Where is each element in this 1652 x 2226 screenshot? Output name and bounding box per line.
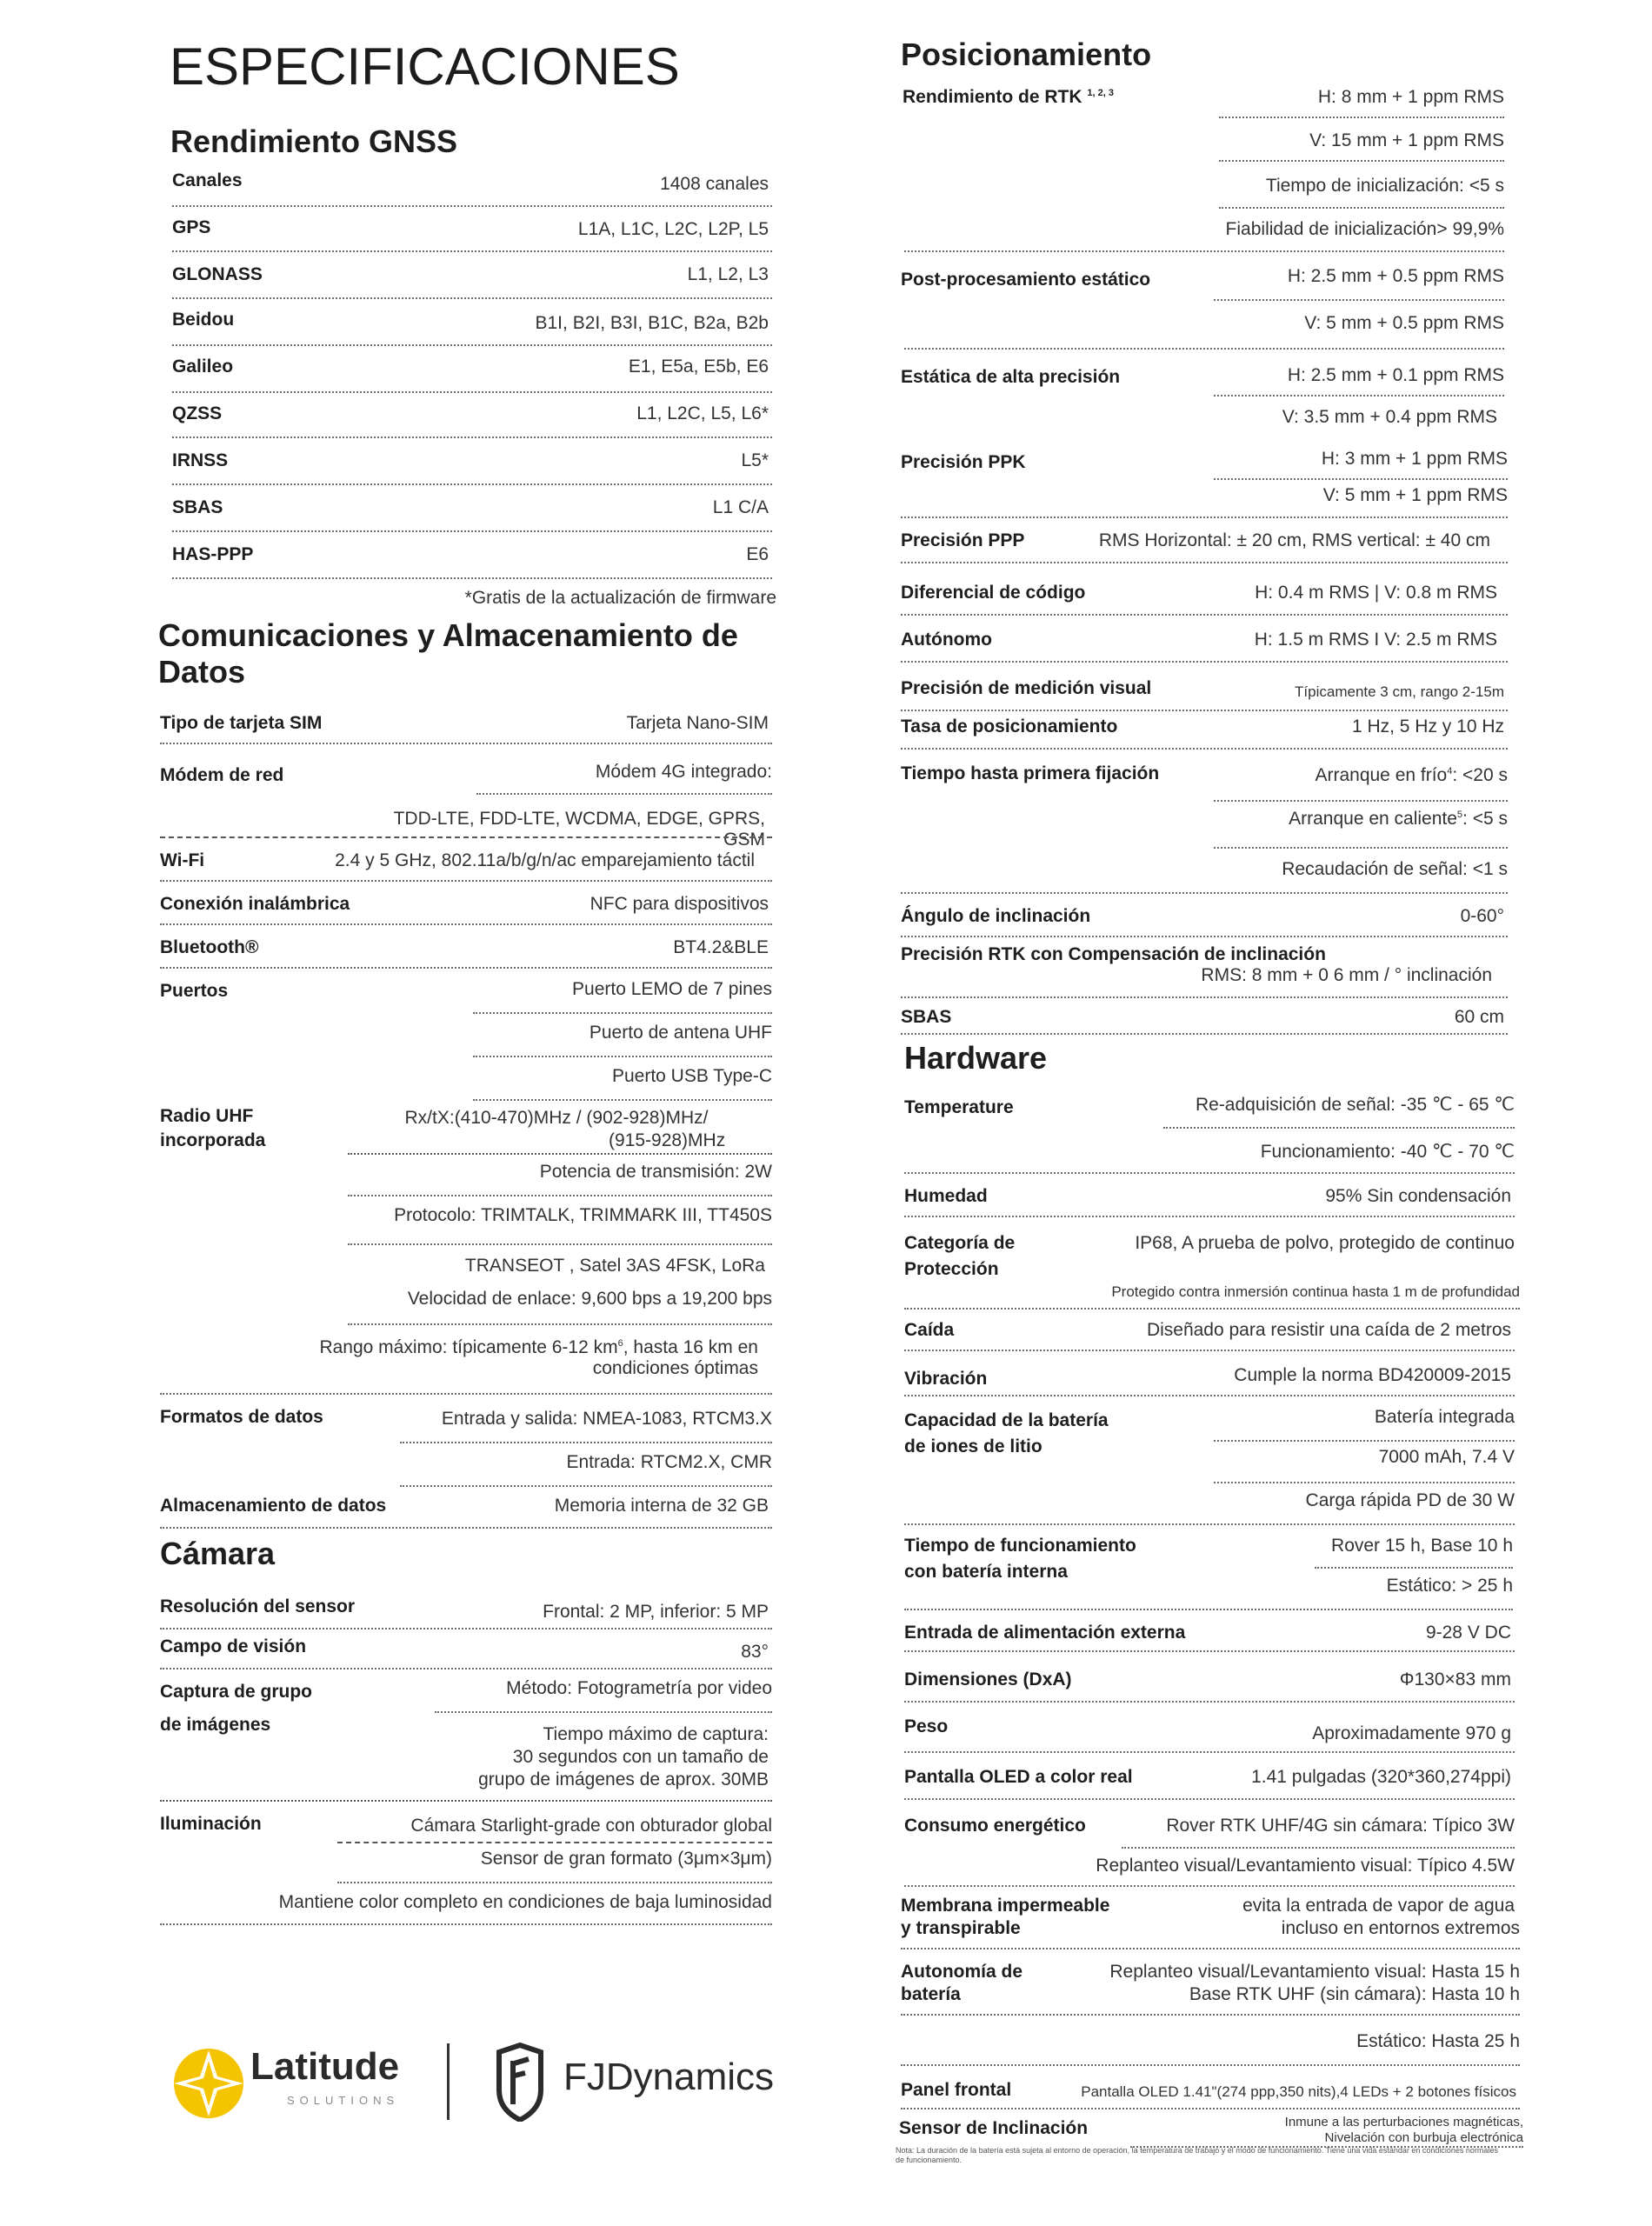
- rtk-value: H: 8 mm + 1 ppm RMS: [1219, 87, 1504, 118]
- row-label: Conexión inalámbrica: [160, 894, 350, 914]
- ttff-cold-text: Arranque en frío: [1315, 765, 1448, 785]
- uhf-protocol: Protocolo: TRIMTALK, TRIMMARK III, TT450S: [348, 1205, 772, 1245]
- uhf-link: Velocidad de enlace: 9,600 bps a 19,200 bps: [348, 1289, 772, 1325]
- inclination-value: [1130, 2115, 1523, 2148]
- spec-row: [160, 936, 772, 969]
- row-value: L1, L2, L3: [687, 264, 769, 284]
- autonomy-value: Replanteo visual/Levantamiento visual: Hasta 15 h: [1109, 1962, 1520, 1982]
- spec-row: [904, 1316, 1515, 1351]
- row-value: Frontal: 2 MP, inferior: 5 MP: [543, 1602, 769, 1622]
- row-label: Campo de visión: [160, 1636, 307, 1656]
- ttff-hot-text: Arranque en caliente: [1289, 809, 1457, 829]
- gnss-row: [172, 310, 772, 346]
- row-value: 83°: [741, 1642, 769, 1662]
- row-label: Panel frontal: [901, 2080, 1012, 2100]
- fjdynamics-logo-icon: [496, 2042, 544, 2122]
- footnote-ref: 4: [1447, 766, 1453, 776]
- power-label: Consumo energético: [904, 1816, 1086, 1836]
- ppk-value: V: 5 mm + 1 ppm RMS: [901, 485, 1508, 518]
- capture-time-line: grupo de imágenes de aprox. 30MB: [478, 1769, 769, 1789]
- row-label: Canales: [172, 170, 243, 190]
- spec-row: [901, 678, 1508, 711]
- uhf-label: Radio UHF: [160, 1106, 254, 1126]
- ttff-hot-value: : <5 s: [1462, 809, 1508, 829]
- rtk-value: Tiempo de inicialización: <5 s: [1219, 176, 1504, 209]
- power-value-2: Replanteo visual/Levantamiento visual: Típico 4.5W: [904, 1856, 1515, 1887]
- runtime-value: Estático: > 25 h: [904, 1576, 1513, 1610]
- membrane-label: Membrana impermeable: [901, 1896, 1110, 1916]
- ip-label: Categoría de: [904, 1233, 1016, 1253]
- illum-label: Iluminación: [160, 1814, 262, 1834]
- row-label: Wi-Fi: [160, 850, 205, 870]
- row-label: Ángulo de inclinación: [901, 906, 1091, 926]
- row-label: Pantalla OLED a color real: [904, 1767, 1133, 1787]
- row-value: NFC para dispositivos: [590, 894, 769, 914]
- spec-row: [904, 1617, 1515, 1652]
- illum-value-3: Mantiene color completo en condiciones de baja luminosidad: [160, 1892, 772, 1925]
- port-item: Puerto de antena UHF: [473, 1023, 772, 1057]
- hp-label: Estática de alta precisión: [901, 367, 1121, 387]
- row-value: BT4.2&BLE: [673, 937, 769, 957]
- row-label: Peso: [904, 1716, 949, 1736]
- spec-row: [901, 628, 1508, 663]
- gnss-title: Rendimiento GNSS: [170, 123, 458, 159]
- row-label: Tasa de posicionamiento: [901, 716, 1118, 736]
- tiltrtk-value-text: RMS: 8 mm + 0 6 mm / ° inclinación: [1201, 965, 1492, 985]
- spec-row: [901, 581, 1508, 616]
- divider: [337, 1842, 772, 1843]
- fjdynamics-logo-text: FJDynamics: [563, 2056, 775, 2098]
- membrane-label-cont: y transpirable: [901, 1918, 1021, 1938]
- row-value: 1.41 pulgadas (320*360,274ppi): [1251, 1767, 1511, 1787]
- uhf-range-text-2: condiciones óptimas: [592, 1358, 758, 1378]
- formats-value-2: Entrada: RTCM2.X, CMR: [400, 1452, 772, 1487]
- tiltrtk-value: [901, 965, 1508, 998]
- capture-time: [383, 1723, 769, 1791]
- spec-row: [901, 529, 1508, 563]
- modem-label: Módem de red: [160, 765, 284, 785]
- row-label: SBAS: [901, 1007, 952, 1027]
- ttff-cold-value: : <20 s: [1452, 765, 1508, 785]
- capture-time-line: Tiempo máximo de captura:: [543, 1724, 769, 1744]
- capture-method: Método: Fotogrametría por video: [435, 1678, 772, 1713]
- footnote-ref: 5: [1456, 810, 1463, 820]
- spec-row: [160, 711, 772, 744]
- row-label: IRNSS: [172, 450, 229, 470]
- formats-value: Entrada y salida: NMEA-1083, RTCM3.X: [400, 1409, 772, 1443]
- uhf-range-text: Rango máximo: típicamente 6-12 km: [319, 1337, 618, 1357]
- divider: [160, 836, 772, 838]
- gnss-row: [172, 263, 772, 299]
- battery-label: Capacidad de la batería: [904, 1410, 1109, 1430]
- row-value: Memoria interna de 32 GB: [554, 1496, 769, 1516]
- battery-value: Batería integrada: [1214, 1407, 1515, 1442]
- modem-value: Módem 4G integrado:: [476, 762, 772, 795]
- row-value: Tarjeta Nano-SIM: [626, 713, 769, 733]
- temp-label: Temperature: [904, 1097, 1014, 1117]
- uhf-range: [243, 1337, 758, 1358]
- rtk-value: V: 15 mm + 1 ppm RMS: [1219, 130, 1504, 162]
- footnote-ref: 1, 2, 3: [1087, 88, 1114, 98]
- uhf-freq-cont: (915-928)MHz: [609, 1130, 726, 1150]
- comms-title: Comunicaciones y Almacenamiento de: [158, 617, 738, 653]
- spec-row: [904, 1184, 1515, 1217]
- hp-value: V: 3.5 mm + 0.4 ppm RMS: [1282, 407, 1497, 427]
- gnss-row: [172, 449, 772, 485]
- row-label: Entrada de alimentación externa: [904, 1623, 1186, 1643]
- runtime-value: Rover 15 h, Base 10 h: [1315, 1536, 1513, 1569]
- autonomy-value-2-text: Base RTK UHF (sin cámara): Hasta 10 h: [1189, 1984, 1520, 2004]
- temp-value-2: Funcionamiento: -40 ℃ - 70 ℃: [904, 1141, 1515, 1174]
- row-value: RMS Horizontal: ± 20 cm, RMS vertical: ± 40 cm: [1098, 530, 1490, 550]
- latitude-logo-sub: SOLUTIONS: [287, 2094, 400, 2107]
- row-value: L1 C/A: [712, 497, 769, 517]
- autonomy-label: Autonomía de: [901, 1962, 1023, 1982]
- port-item: Puerto LEMO de 7 pines: [473, 979, 772, 1014]
- gnss-row: [172, 216, 772, 252]
- hp-value: H: 2.5 mm + 0.1 ppm RMS: [1214, 365, 1504, 397]
- modem-bands: TDD-LTE, FDD-LTE, WCDMA, EDGE, GPRS, GSM: [393, 809, 765, 850]
- spec-row: [901, 716, 1508, 750]
- ppk-value: H: 3 mm + 1 ppm RMS: [1214, 449, 1508, 480]
- gnss-row: [172, 543, 772, 579]
- row-value: 9-28 V DC: [1425, 1623, 1511, 1643]
- spec-row: [160, 1596, 772, 1630]
- inclination-line: Nivelación con burbuja electrónica: [1324, 2130, 1523, 2145]
- footnote: Nota: La duración de la batería está sujeta al entorno de operación, la temperatura de trabajo y el modo de funcionamiento. Tiene una vida estándar en condiciones normales de funcionamiento.: [896, 2146, 1498, 2164]
- comms-title-cont: Datos: [158, 654, 246, 690]
- row-value: Diseñado para resistir una caída de 2 metros: [1146, 1320, 1511, 1340]
- row-value: E6: [746, 544, 769, 564]
- tiltrtk-label: Precisión RTK con Compensación de inclinación: [901, 944, 1326, 964]
- formats-label: Formatos de datos: [160, 1407, 323, 1427]
- autonomy-value-3-text: Estático: Hasta 25 h: [1356, 2031, 1520, 2051]
- autonomy-value-3: [901, 2031, 1520, 2066]
- uhf-power: Potencia de transmisión: 2W: [348, 1162, 772, 1196]
- ppk-label: Precisión PPK: [901, 452, 1026, 472]
- row-label: HAS-PPP: [172, 544, 254, 564]
- row-label: Beidou: [172, 310, 235, 330]
- uhf-protocol-cont: TRANSEOT , Satel 3AS 4FSK, LoRa: [464, 1256, 765, 1276]
- ip-label-cont: Protección: [904, 1259, 999, 1279]
- row-value: Pantalla OLED 1.41"(274 ppp,350 nits),4 LEDs + 2 botones físicos: [1081, 2083, 1516, 2100]
- ip-value-2: Protegido contra inmersión continua hasta 1 m de profundidad: [904, 1283, 1520, 1310]
- row-label: Galileo: [172, 357, 234, 377]
- gnss-row: [172, 170, 772, 207]
- ttff-hot: [1214, 809, 1508, 849]
- spec-row: [160, 1636, 772, 1670]
- row-value: 60 cm: [1454, 1007, 1504, 1027]
- row-value: Típicamente 3 cm, rango 2-15m: [1295, 683, 1504, 700]
- row-label: GLONASS: [172, 264, 263, 284]
- row-value: 95% Sin condensación: [1325, 1186, 1511, 1206]
- rtk-value: Fiabilidad de inicialización> 99,9%: [904, 219, 1504, 252]
- page-title: ESPECIFICACIONES: [170, 37, 680, 96]
- row-value: H: 1.5 m RMS I V: 2.5 m RMS: [1254, 630, 1497, 650]
- row-value: Aproximadamente 970 g: [1312, 1723, 1511, 1743]
- row-value: B1I, B2I, B3I, B1C, B2a, B2b: [535, 313, 769, 333]
- row-label: Humedad: [904, 1186, 988, 1206]
- logo-separator: [447, 2043, 450, 2120]
- spec-row: [160, 849, 772, 882]
- spec-row: [904, 1365, 1515, 1396]
- row-value: H: 0.4 m RMS | V: 0.8 m RMS: [1255, 583, 1497, 603]
- row-label: Caída: [904, 1320, 955, 1340]
- divider: [160, 1800, 772, 1802]
- ttff-cold: [1214, 765, 1508, 802]
- row-value: 1408 canales: [660, 174, 769, 194]
- ports-label: Puertos: [160, 981, 229, 1001]
- static-value: H: 2.5 mm + 0.5 ppm RMS: [1214, 266, 1504, 301]
- port-item: Puerto USB Type-C: [473, 1066, 772, 1101]
- row-label: QZSS: [172, 403, 223, 423]
- spec-row: [904, 1765, 1515, 1800]
- spec-row: [901, 903, 1508, 937]
- row-value: E1, E5a, E5b, E6: [628, 357, 769, 377]
- membrane-value-2: [901, 1918, 1520, 1949]
- positioning-title: Posicionamiento: [901, 37, 1152, 72]
- row-label: Dimensiones (DxA): [904, 1670, 1072, 1689]
- row-label: Precisión PPP: [901, 530, 1025, 550]
- gnss-row: [172, 496, 772, 532]
- row-label: Precisión de medición visual: [901, 678, 1152, 698]
- uhf-label-cont: incorporada: [160, 1130, 266, 1150]
- runtime-label: Tiempo de funcionamiento: [904, 1536, 1136, 1556]
- illum-value: Cámara Starlight-grade con obturador global: [410, 1816, 772, 1836]
- rtk-label: [903, 87, 1114, 108]
- row-label: Bluetooth®: [160, 937, 259, 957]
- row-label: Almacenamiento de datos: [160, 1496, 387, 1516]
- gnss-row: [172, 357, 772, 393]
- row-label: Tipo de tarjeta SIM: [160, 713, 323, 733]
- row-label: Autónomo: [901, 630, 992, 650]
- rtk-label-text: Rendimiento de RTK: [903, 87, 1082, 107]
- row-value: L1, L2C, L5, L6*: [636, 403, 769, 423]
- camera-title: Cámara: [160, 1536, 276, 1571]
- spec-row: [901, 1003, 1508, 1035]
- ttff-signal: Recaudación de señal: <1 s: [901, 859, 1508, 894]
- divider: [348, 1153, 772, 1155]
- battery-value: 7000 mAh, 7.4 V: [1214, 1447, 1515, 1483]
- gnss-row: [172, 402, 772, 438]
- latitude-logo-text: Latitude: [250, 2045, 400, 2088]
- gnss-note: *Gratis de la actualización de firmware: [464, 588, 776, 608]
- row-value: 2.4 y 5 GHz, 802.11a/b/g/n/ac emparejamiento táctil: [335, 850, 755, 870]
- row-value: L5*: [741, 450, 769, 470]
- capture-time-line: 30 segundos con un tamaño de: [512, 1747, 769, 1767]
- row-label: Vibración: [904, 1369, 988, 1389]
- ip-value: IP68, A prueba de polvo, protegido de continuo: [1135, 1233, 1515, 1253]
- temp-value: Re-adquisición de señal: -35 ℃ - 65 ℃: [1163, 1094, 1515, 1129]
- membrane-value: evita la entrada de vapor de agua: [1242, 1896, 1515, 1916]
- row-value: Φ130×83 mm: [1399, 1670, 1511, 1689]
- inclination-line: Inmune a las perturbaciones magnéticas,: [1284, 2115, 1523, 2129]
- runtime-label-cont: con batería interna: [904, 1562, 1068, 1582]
- static-label: Post-procesamiento estático: [901, 270, 1151, 290]
- row-label: GPS: [172, 217, 211, 237]
- capture-label-cont: de imágenes: [160, 1715, 271, 1735]
- footnote-ref: 6: [617, 1338, 623, 1349]
- static-value: V: 5 mm + 0.5 ppm RMS: [904, 313, 1504, 350]
- latitude-logo-icon: [170, 2045, 247, 2122]
- autonomy-value-2: [901, 1984, 1520, 2016]
- row-label: Resolución del sensor: [160, 1596, 356, 1616]
- row-label: Diferencial de código: [901, 583, 1086, 603]
- battery-value: Carga rápida PD de 30 W: [904, 1490, 1515, 1525]
- row-value: 0-60°: [1460, 906, 1504, 926]
- uhf-range-cont: [160, 1358, 772, 1395]
- spec-row: [160, 892, 772, 925]
- inclination-label: Sensor de Inclinación: [899, 2118, 1089, 2138]
- hardware-title: Hardware: [904, 1040, 1048, 1076]
- row-value: L1A, L1C, L2C, L2P, L5: [577, 219, 769, 239]
- capture-label: Captura de grupo: [160, 1682, 313, 1702]
- uhf-range-text-cont: , hasta 16 km en: [623, 1337, 758, 1357]
- ttff-label: Tiempo hasta primera fijación: [901, 763, 1160, 783]
- membrane-value-2-text: incluso en entornos extremos: [1281, 1918, 1520, 1938]
- spec-row: [904, 1716, 1515, 1753]
- autonomy-label-cont: batería: [901, 1984, 961, 2004]
- row-label: SBAS: [172, 497, 223, 517]
- battery-label-cont: de iones de litio: [904, 1436, 1042, 1456]
- spec-row: [904, 1668, 1515, 1703]
- uhf-freq: Rx/tX:(410-470)MHz / (902-928)MHz/: [404, 1108, 709, 1128]
- illum-value-2: Sensor de gran formato (3μm×3μm): [337, 1849, 772, 1883]
- spec-row: [160, 1494, 772, 1529]
- spec-row: [901, 2078, 1520, 2109]
- power-value: Rover RTK UHF/4G sin cámara: Típico 3W: [1122, 1816, 1515, 1849]
- row-value: 1 Hz, 5 Hz y 10 Hz: [1351, 716, 1504, 736]
- row-value: Cumple la norma BD420009-2015: [1234, 1365, 1511, 1385]
